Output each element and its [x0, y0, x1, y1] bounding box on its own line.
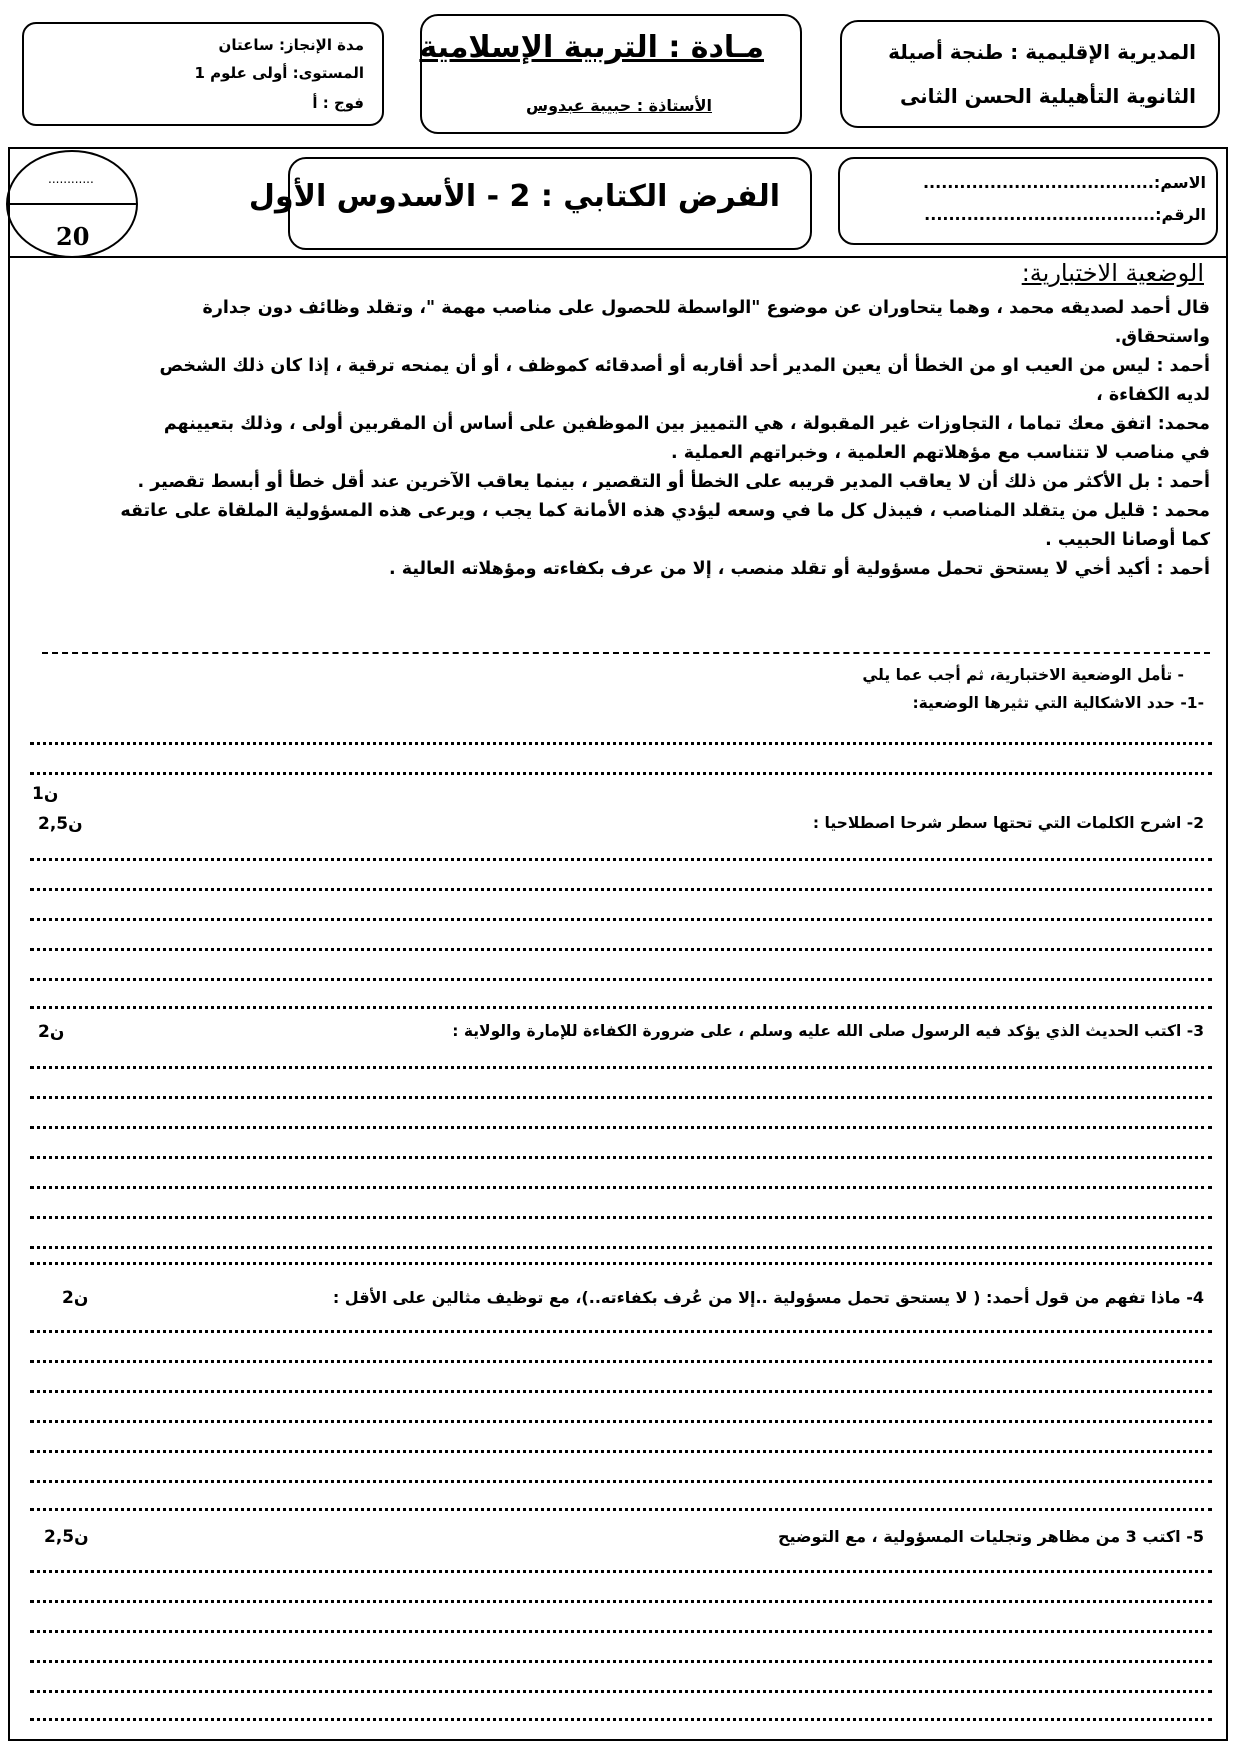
- student-box: [838, 157, 1218, 245]
- situation-line: محمد: اتفق معك تماما ، التجاوزات غير المقبولة ، هي التمييز بين الموظفين على أساس أن المقربين أولى ، وذلك بتعيينهم: [163, 414, 1210, 434]
- question-4-mark: 2ن: [62, 1288, 89, 1308]
- answer-line[interactable]: [30, 1660, 1212, 1663]
- level: المستوى: أولى علوم 1: [194, 64, 364, 82]
- answer-line[interactable]: [30, 772, 1212, 775]
- situation-line: في مناصب لا تتناسب مع مؤهلاتهم العلمية ، وخبراتهم العملية .: [671, 443, 1210, 463]
- situation-line: لديه الكفاءة ،: [1096, 385, 1210, 405]
- question-3-mark: 2ن: [38, 1022, 65, 1042]
- situation-line: محمد : قليل من يتقلد المناصب ، فيبذل كل ما في وسعه ليؤدي هذه الأمانة كما يجب ، ويرعى هذه المسؤولية الملقاة على عاتقه: [120, 501, 1210, 521]
- question-4: 4- ماذا تفهم من قول أحمد: ( لا يستحق تحمل مسؤولية ..إلا من عُرف بكفاءته..)، مع توظيف مثالين على الأقل :: [332, 1288, 1204, 1307]
- question-1-mark: 1ن: [32, 784, 59, 804]
- instructions-intro: - تأمل الوضعية الاختبارية، ثم أجب عما يلي: [862, 666, 1184, 684]
- situation-line: أحمد : ليس من العيب او من الخطأ أن يعين المدير أحد أقاربه أو أصدقائه كموظف ، أو أن يمنحه ترقية ، إذا كان ذلك الشخص: [159, 356, 1210, 376]
- grade-divider: [8, 203, 136, 205]
- answer-line[interactable]: [30, 1096, 1212, 1099]
- section-separator: [42, 652, 1210, 654]
- question-2: 2- اشرح الكلمات التي تحتها سطر شرحا اصطلاحيا :: [812, 814, 1204, 832]
- duration: مدة الإنجاز: ساعتان: [218, 36, 364, 54]
- situation-line: واستحقاق.: [1114, 327, 1210, 347]
- answer-line[interactable]: [30, 1330, 1212, 1333]
- answer-line[interactable]: [30, 948, 1212, 951]
- answer-line[interactable]: [30, 1216, 1212, 1219]
- directorate-box: [840, 20, 1220, 128]
- exam-title: الفرض الكتابي : 2 - الأسدوس الأول: [248, 179, 780, 214]
- question-2-mark: 2,5ن: [38, 814, 83, 834]
- grade-total: 20: [56, 222, 90, 251]
- answer-line[interactable]: [30, 1246, 1212, 1249]
- situation-line: قال أحمد لصديقه محمد ، وهما يتحاوران عن موضوع "الواسطة للحصول على مناصب مهمة "، وتقلد وظائف دون جدارة: [202, 298, 1210, 318]
- answer-line[interactable]: [30, 1156, 1212, 1159]
- answer-line[interactable]: [30, 1450, 1212, 1453]
- subject-title: مـادة : التربية الإسلامية: [419, 30, 764, 65]
- exam-title-box: [248, 157, 812, 250]
- answer-line[interactable]: [30, 978, 1212, 981]
- answer-line[interactable]: [30, 1508, 1212, 1511]
- question-5: 5- اكتب 3 من مظاهر وتجليات المسؤولية ، مع التوضيح: [777, 1527, 1204, 1546]
- answer-line[interactable]: [30, 858, 1212, 861]
- school-line: الثانوية التأهيلية الحسن الثانى: [899, 84, 1196, 108]
- teacher-name: الأستاذة : حبيبة عبدوس: [526, 96, 712, 115]
- situation-line: أحمد : بل الأكثر من ذلك أن لا يعاقب المدير قريبه على الخطأ أو التقصير ، بينما يعاقب الآخرين عند أقل خطأ أو أبسط تقصير .: [137, 472, 1210, 492]
- answer-line[interactable]: [30, 1006, 1212, 1009]
- question-3: 3- اكتب الحديث الذي يؤكد فيه الرسول صلى الله عليه وسلم ، على ضرورة الكفاءة للإمارة والولاية :: [452, 1022, 1204, 1040]
- answer-line[interactable]: [30, 1420, 1212, 1423]
- subject-box: [420, 14, 802, 134]
- situation-text: [28, 294, 1210, 584]
- answer-line[interactable]: [30, 1570, 1212, 1573]
- answer-line[interactable]: [30, 1066, 1212, 1069]
- answer-line[interactable]: [30, 742, 1212, 745]
- answer-line[interactable]: [30, 1262, 1212, 1265]
- question-1: -1- حدد الاشكالية التي تثيرها الوضعية:: [912, 694, 1204, 712]
- situation-line: أحمد : أكيد أخي لا يستحق تحمل مسؤولية أو تقلد منصب ، إلا من عرف بكفاءته ومؤهلاته العالية .: [389, 559, 1210, 579]
- answer-line[interactable]: [30, 1480, 1212, 1483]
- answer-line[interactable]: [30, 1630, 1212, 1633]
- question-5-mark: 2,5ن: [44, 1527, 89, 1547]
- exam-info-box: [22, 22, 384, 126]
- answer-line[interactable]: [30, 1360, 1212, 1363]
- answer-line[interactable]: [30, 1718, 1212, 1721]
- directorate-line: المديرية الإقليمية : طنجة أصيلة: [888, 40, 1196, 64]
- student-name-field[interactable]: الاسم:......................................: [922, 173, 1206, 192]
- grade-blank: ............: [48, 172, 94, 186]
- answer-line[interactable]: [30, 1126, 1212, 1129]
- situation-heading: الوضعية الاختبارية:: [1021, 259, 1204, 287]
- student-number-field[interactable]: الرقم:......................................: [924, 205, 1206, 224]
- answer-line[interactable]: [30, 888, 1212, 891]
- answer-line[interactable]: [30, 918, 1212, 921]
- situation-line: كما أوصانا الحبيب .: [1045, 530, 1210, 550]
- group: فوج : أ: [312, 94, 364, 112]
- grade-circle: [6, 150, 138, 258]
- answer-line[interactable]: [30, 1186, 1212, 1189]
- answer-line[interactable]: [30, 1600, 1212, 1603]
- answer-line[interactable]: [30, 1690, 1212, 1693]
- header-divider: [8, 256, 1228, 258]
- answer-line[interactable]: [30, 1390, 1212, 1393]
